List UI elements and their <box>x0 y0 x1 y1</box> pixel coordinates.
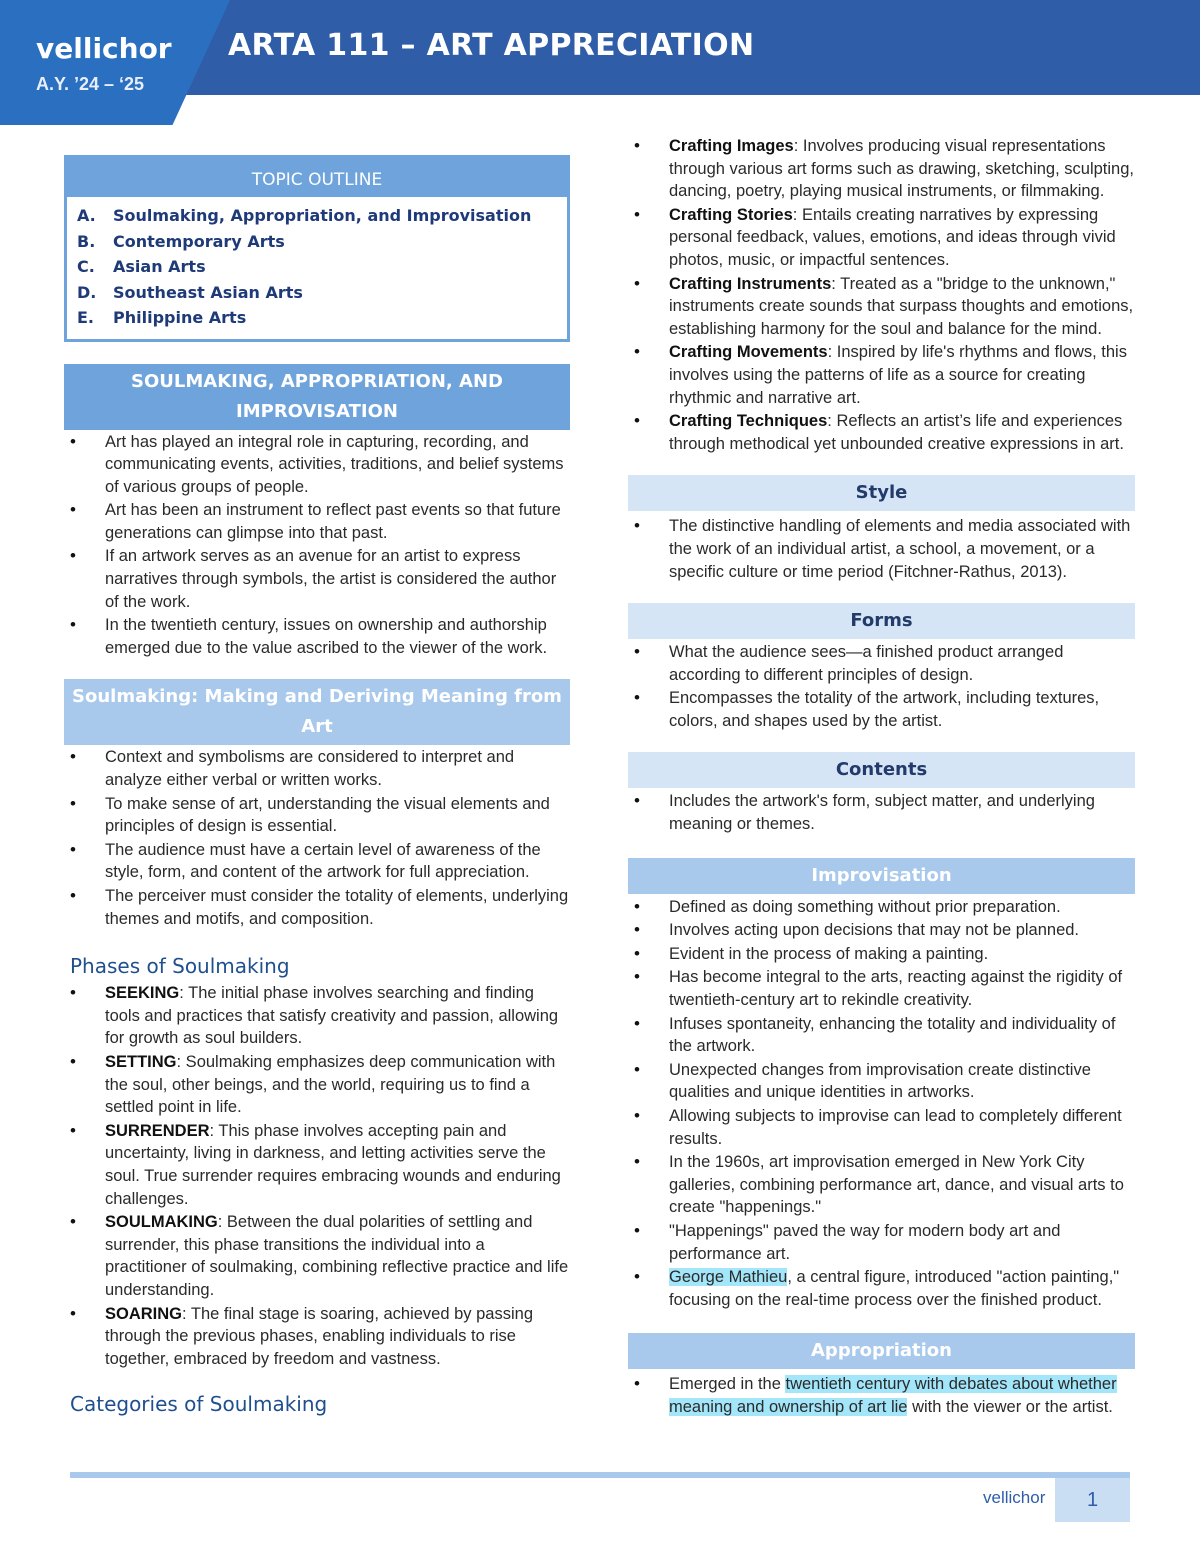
brand-name: vellichor <box>36 32 172 65</box>
list-item: • SOARING: The final stage is soaring, achieved by passing through the previous phases, enabling individuals to rise together, embraced by freedom and vastness. <box>64 1303 570 1371</box>
soulmaking-section-heading: SOULMAKING, APPROPRIATION, AND IMPROVISATION <box>64 364 570 430</box>
topic-outline <box>64 155 570 342</box>
topic-outline-title: TOPIC OUTLINE <box>67 158 567 197</box>
list-item: • Unexpected changes from improvisation create distinctive qualities and unique identities in artworks. <box>628 1059 1135 1104</box>
list-item: • Includes the artwork's form, subject matter, and underlying meaning or themes. <box>628 790 1135 835</box>
style-heading: Style <box>628 475 1135 511</box>
list-item: • Art has played an integral role in capturing, recording, and communicating events, activities, traditions, and belief systems of various groups of people. <box>64 431 570 499</box>
footer-rule <box>70 1472 1130 1478</box>
list-item: • George Mathieu, a central figure, introduced "action painting," focusing on the real-time process over the finished product. <box>628 1266 1135 1311</box>
left-column <box>64 155 570 1420</box>
list-item: • Infuses spontaneity, enhancing the totality and individuality of the artwork. <box>628 1013 1135 1058</box>
phases-heading: Phases of Soulmaking <box>70 954 290 979</box>
list-item: • Emerged in the twentieth century with debates about whether meaning and ownership of art lie with the viewer or the artist. <box>628 1373 1135 1418</box>
improvisation-bullets <box>628 896 1135 1312</box>
list-item: • What the audience sees—a finished product arranged according to different principles of design. <box>628 641 1135 686</box>
list-item: • Allowing subjects to improvise can lead to completely different results. <box>628 1105 1135 1150</box>
list-item: • The audience must have a certain level of awareness of the style, form, and content of the artwork for full appreciation. <box>64 839 570 884</box>
list-item: • In the twentieth century, issues on ownership and authorship emerged due to the value ascribed to the viewer of the work. <box>64 614 570 659</box>
list-item: • To make sense of art, understanding the visual elements and principles of design is essential. <box>64 793 570 838</box>
list-item: • Crafting Images: Involves producing visual representations through various art forms such as drawing, sketching, sculpting, dancing, poetry, playing musical instruments, or filmmaking. <box>628 135 1135 203</box>
outline-item: C. Asian Arts <box>77 257 206 276</box>
page-number: 1 <box>1055 1478 1130 1522</box>
improvisation-heading: Improvisation <box>628 858 1135 894</box>
list-item: • Crafting Stories: Entails creating narratives by expressing personal feedback, values, emotions, and ideas through vivid photos, music, or impactful sentences. <box>628 204 1135 272</box>
meaning-bullets <box>64 746 570 930</box>
footer-brand: vellichor <box>983 1488 1046 1507</box>
list-item: • In the 1960s, art improvisation emerged in New York City galleries, combining performance art, dance, and visual arts to create "happenings." <box>628 1151 1135 1219</box>
list-item: • If an artwork serves as an avenue for an artist to express narratives through symbols, the artist is considered the author of the work. <box>64 545 570 613</box>
meaning-section-heading: Soulmaking: Making and Deriving Meaning from Art <box>64 679 570 745</box>
phases-list <box>64 982 570 1370</box>
list-item: • "Happenings" paved the way for modern body art and performance art. <box>628 1220 1135 1265</box>
style-bullets <box>628 515 1135 583</box>
highlighted-name: George Mathieu <box>669 1268 788 1287</box>
soulmaking-bullets <box>64 431 570 660</box>
list-item: • Context and symbolisms are considered to interpret and analyze either verbal or written works. <box>64 746 570 791</box>
right-column <box>628 134 1135 1420</box>
topic-outline-list <box>67 197 567 339</box>
forms-heading: Forms <box>628 603 1135 639</box>
list-item: • The perceiver must consider the totality of elements, underlying themes and motifs, and composition. <box>64 885 570 930</box>
list-item: • The distinctive handling of elements and media associated with the work of an individual artist, a school, a movement, or a specific culture or time period (Fitchner-Rathus, 2013). <box>628 515 1135 583</box>
list-item: • Involves acting upon decisions that may not be planned. <box>628 919 1135 942</box>
list-item: • SOULMAKING: Between the dual polarities of settling and surrender, this phase transitions the individual into a practitioner of soulmaking, combining reflective practice and life understanding. <box>64 1211 570 1301</box>
outline-item: B. Contemporary Arts <box>77 231 285 251</box>
list-item: • Encompasses the totality of the artwork, including textures, colors, and shapes used by the artist. <box>628 687 1135 732</box>
outline-item: D. Southeast Asian Arts <box>77 282 303 302</box>
appropriation-heading: Appropriation <box>628 1333 1135 1369</box>
list-item: • SURRENDER: This phase involves accepting pain and uncertainty, living in darkness, and letting activities serve the soul. True surrender requires embracing wounds and enduring challenges. <box>64 1120 570 1210</box>
list-item: • Crafting Movements: Inspired by life's rhythms and flows, this involves using the patterns of life as a source for creating rhythmic and narrative art. <box>628 341 1135 409</box>
forms-bullets <box>628 641 1135 732</box>
contents-bullets <box>628 790 1135 835</box>
list-item: • Crafting Instruments: Treated as a "bridge to the unknown," instruments create sounds that surpass thoughts and emotions, establishing harmony for the soul and balance for the mind. <box>628 273 1135 341</box>
list-item: • SEEKING: The initial phase involves searching and finding tools and practices that satisfy creativity and passion, allowing for growth as soul builders. <box>64 982 570 1050</box>
highlighted-text: twentieth century with debates about whether meaning and ownership of art lie <box>669 1375 1117 1416</box>
list-item: • Crafting Techniques: Reflects an artist’s life and experiences through methodical yet unbounded creative expressions in art. <box>628 410 1135 455</box>
contents-heading: Contents <box>628 752 1135 788</box>
course-title: ARTA 111 – ART APPRECIATION <box>228 28 755 63</box>
outline-item: A. Soulmaking, Appropriation, and Improvisation <box>77 206 532 225</box>
categories-heading: Categories of Soulmaking <box>70 1392 328 1417</box>
list-item: • Art has been an instrument to reflect past events so that future generations can glimpse into that past. <box>64 499 570 544</box>
list-item: • Evident in the process of making a painting. <box>628 943 1135 966</box>
appropriation-bullets <box>628 1373 1135 1418</box>
list-item: • SETTING: Soulmaking emphasizes deep communication with the soul, other beings, and the world, requiring us to find a settled point in life. <box>64 1051 570 1119</box>
list-item: • Has become integral to the arts, reacting against the rigidity of twentieth-century art to rekindle creativity. <box>628 966 1135 1011</box>
categories-list <box>628 135 1135 455</box>
list-item: • Defined as doing something without prior preparation. <box>628 896 1135 919</box>
outline-item: E. Philippine Arts <box>77 308 247 327</box>
academic-year: A.Y. ’24 – ‘25 <box>36 74 145 94</box>
